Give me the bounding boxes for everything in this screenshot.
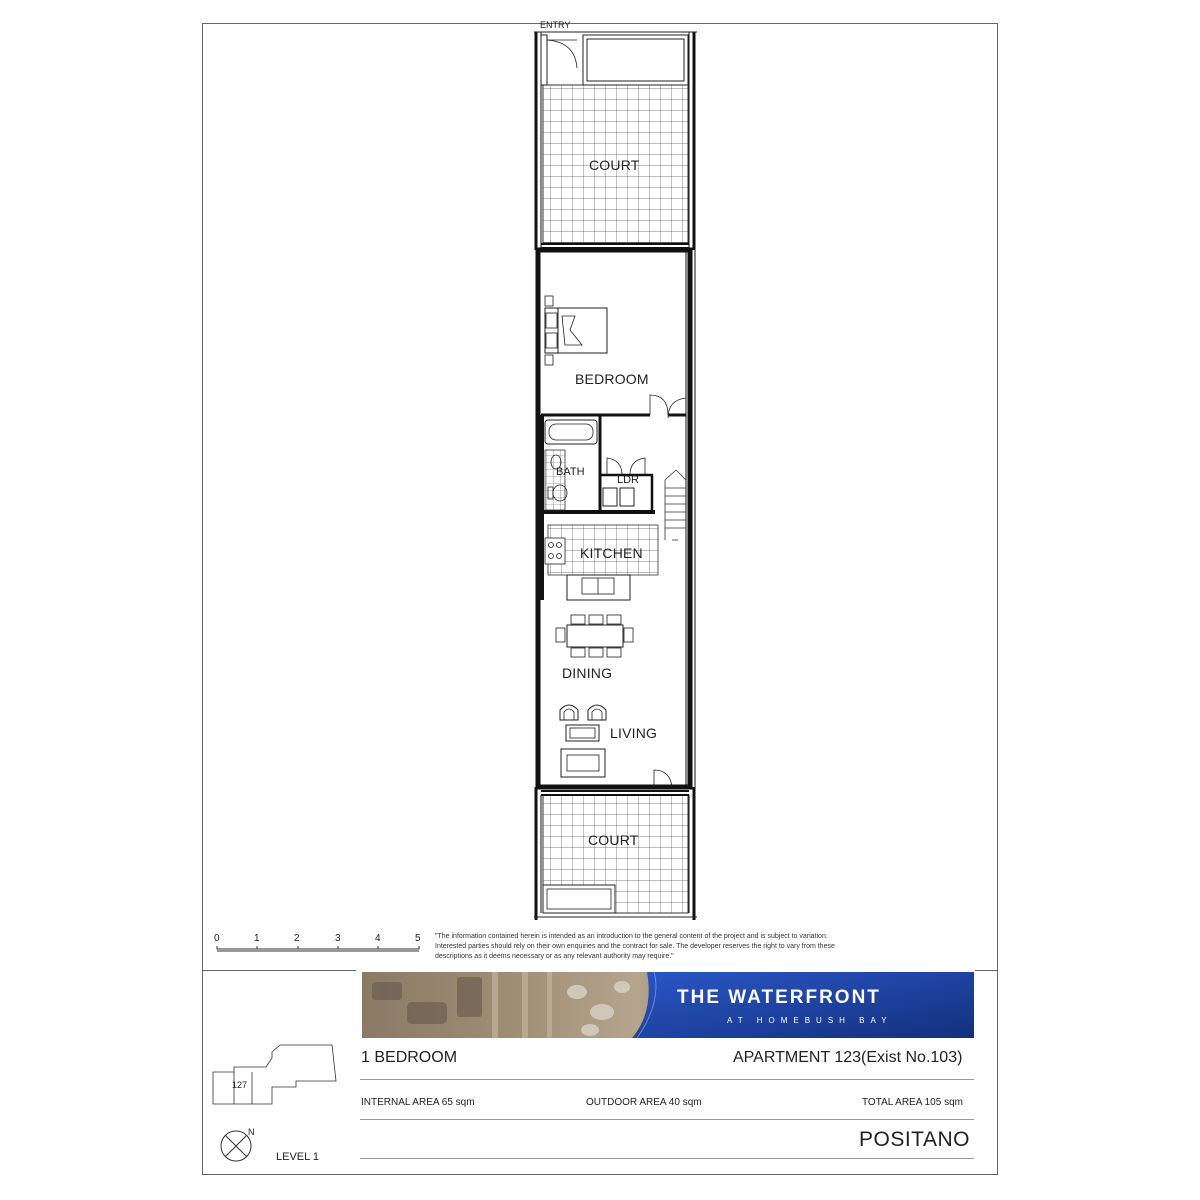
footer-divider — [202, 970, 356, 971]
footer-divider — [975, 970, 998, 971]
scale-tick: 2 — [294, 933, 300, 944]
internal-area: INTERNAL AREA 65 sqm — [361, 1097, 475, 1108]
level-label: LEVEL 1 — [276, 1151, 320, 1163]
disclaimer-line: descriptions as it deems necessary or as any relevant authority may require." — [435, 953, 674, 960]
room-label-living: LIVING — [610, 725, 658, 741]
key-plan-unit: 127 — [232, 1080, 248, 1090]
north-arrow-icon — [221, 1131, 251, 1161]
room-label-bedroom: BEDROOM — [575, 371, 649, 387]
banner-title: THE WATERFRONT — [677, 987, 881, 1008]
room-label-kitchen: KITCHEN — [580, 545, 643, 561]
court-bottom — [534, 787, 697, 920]
details-rule — [360, 1079, 974, 1080]
apartment-name: POSITANO — [859, 1128, 970, 1151]
scale-tick: 0 — [214, 933, 220, 944]
scale-tick: 4 — [375, 933, 381, 944]
living-furniture — [560, 705, 606, 777]
scale-tick: 3 — [335, 933, 341, 944]
bath-fixtures — [545, 420, 634, 510]
entry-label: ENTRY — [540, 20, 571, 30]
room-label-dining: DINING — [562, 665, 613, 681]
disclaimer-line: "The information contained herein is intended as an introduction to the general content of the project and is subject to variation. — [435, 933, 828, 940]
room-label-ldr: LDR — [617, 474, 640, 486]
total-area: TOTAL AREA 105 sqm — [862, 1097, 963, 1108]
outdoor-area: OUTDOOR AREA 40 sqm — [586, 1097, 702, 1108]
brand-banner — [362, 972, 974, 1038]
banner-graphic — [362, 972, 974, 1038]
scale-bar — [217, 946, 419, 951]
room-label-court-top: COURT — [589, 157, 640, 173]
bed — [545, 296, 607, 365]
apartment-walls — [538, 250, 695, 787]
apartment-type: 1 BEDROOM — [361, 1049, 458, 1066]
scale-tick: 5 — [415, 933, 421, 944]
apartment-number: APARTMENT 123(Exist No.103) — [733, 1049, 963, 1066]
key-plan — [213, 1045, 336, 1104]
court-top — [534, 32, 697, 250]
banner-subtitle: AT HOMEBUSH BAY — [727, 1016, 893, 1025]
details-rule — [360, 1158, 974, 1159]
scale-tick: 1 — [254, 933, 260, 944]
north-label: N — [248, 1127, 255, 1137]
dining-table — [556, 615, 633, 657]
kitchen-fixtures — [545, 525, 658, 600]
room-label-bath: BATH — [556, 466, 585, 478]
details-rule — [360, 1119, 974, 1120]
disclaimer-line: Interested parties should rely on their own enquiries and the contract for sale. The developer reserves the right to vary from these — [435, 943, 835, 950]
room-label-court-bottom: COURT — [588, 832, 639, 848]
